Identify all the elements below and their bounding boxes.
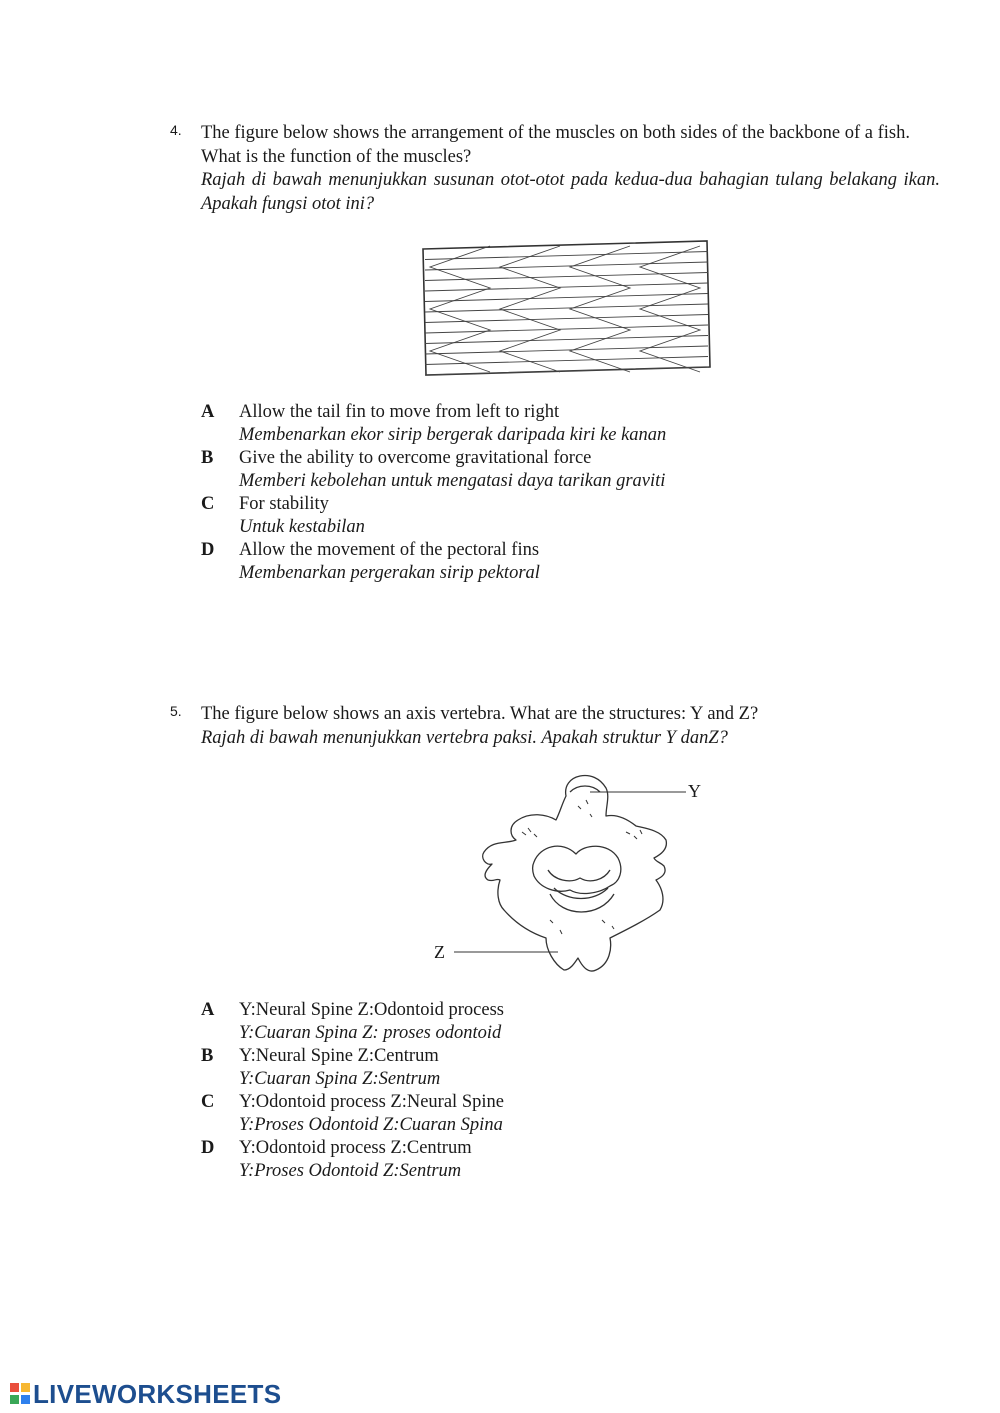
muscle-striation — [425, 346, 708, 354]
option-letter: C — [201, 1092, 215, 1112]
question-5-number: 5. — [170, 703, 182, 719]
logo-icon — [9, 1382, 31, 1406]
muscle-striation — [425, 325, 708, 333]
question-5-text-ms: Rajah di bawah menunjukkan vertebra paksi. Apakah struktur Y danZ? — [201, 727, 728, 748]
question-4 — [170, 122, 940, 216]
label-y: Y — [688, 781, 701, 801]
option-letter: B — [201, 1046, 214, 1066]
option-text-ms: Memberi kebolehan untuk mengatasi daya tarikan graviti — [239, 471, 666, 491]
option-5a[interactable] — [201, 999, 901, 1045]
option-4a[interactable] — [201, 401, 901, 447]
muscle-striation — [425, 273, 708, 281]
liveworksheets-logo — [9, 1379, 281, 1409]
option-text-en: Y:Odontoid process Z:Centrum — [239, 1138, 472, 1158]
muscle-striation — [425, 262, 708, 270]
question-5-options — [201, 999, 901, 1183]
vertebra-outline — [483, 776, 667, 972]
option-5d[interactable] — [201, 1137, 901, 1183]
brand-name: LIVEWORKSHEETS — [33, 1378, 282, 1409]
option-text-ms: Y:Proses Odontoid Z:Sentrum — [239, 1161, 462, 1181]
option-text-en: For stability — [239, 494, 329, 514]
muscle-striation — [425, 304, 708, 312]
option-text-ms: Y:Cuaran Spina Z:Sentrum — [239, 1069, 441, 1089]
myoseptum — [640, 246, 700, 372]
option-text-ms: Untuk kestabilan — [239, 517, 365, 537]
option-letter: C — [201, 494, 215, 514]
option-text-en: Give the ability to overcome gravitational force — [239, 448, 592, 468]
option-letter: A — [201, 1000, 215, 1020]
option-text-ms: Membenarkan ekor sirip bergerak daripada kiri ke kanan — [239, 425, 667, 445]
muscle-striation — [425, 367, 708, 375]
option-5c[interactable] — [201, 1091, 901, 1137]
option-letter: D — [201, 1138, 215, 1158]
question-4-text-ms: Rajah di bawah menunjukkan susunan otot-otot pada kedua-dua bahagian tulang belakang ikan. Apakah fungsi otot ini? — [201, 170, 940, 214]
option-text-en: Y:Neural Spine Z:Odontoid process — [239, 1000, 504, 1020]
option-text-en: Allow the tail fin to move from left to right — [239, 402, 560, 422]
muscle-striation — [425, 315, 708, 323]
question-5 — [170, 703, 940, 750]
option-4d[interactable] — [201, 539, 901, 585]
option-letter: A — [201, 402, 215, 422]
option-4b[interactable] — [201, 447, 901, 493]
option-text-ms: Y:Proses Odontoid Z:Cuaran Spina — [239, 1115, 503, 1135]
question-4-options — [201, 401, 901, 585]
option-5b[interactable] — [201, 1045, 901, 1091]
option-letter: B — [201, 448, 214, 468]
option-text-ms: Y:Cuaran Spina Z: proses odontoid — [239, 1023, 502, 1043]
question-5-text-en: The figure below shows an axis vertebra. What are the structures: Y and Z? — [201, 704, 759, 724]
axis-vertebra-figure — [430, 770, 720, 980]
muscle-striation — [425, 283, 708, 291]
option-text-ms: Membenarkan pergerakan sirip pektoral — [239, 563, 540, 583]
option-text-en: Y:Odontoid process Z:Neural Spine — [239, 1092, 504, 1112]
option-text-en: Y:Neural Spine Z:Centrum — [239, 1046, 439, 1066]
option-text-en: Allow the movement of the pectoral fins — [239, 540, 540, 560]
option-4c[interactable] — [201, 493, 901, 539]
label-z: Z — [434, 942, 445, 962]
muscle-striation — [425, 357, 708, 365]
question-4-text-en: The figure below shows the arrangement of the muscles on both sides of the backbone of a fish. What is the function of the muscles? — [201, 123, 910, 167]
question-4-number: 4. — [170, 122, 182, 138]
fish-muscle-figure — [420, 238, 712, 378]
option-letter: D — [201, 540, 215, 560]
